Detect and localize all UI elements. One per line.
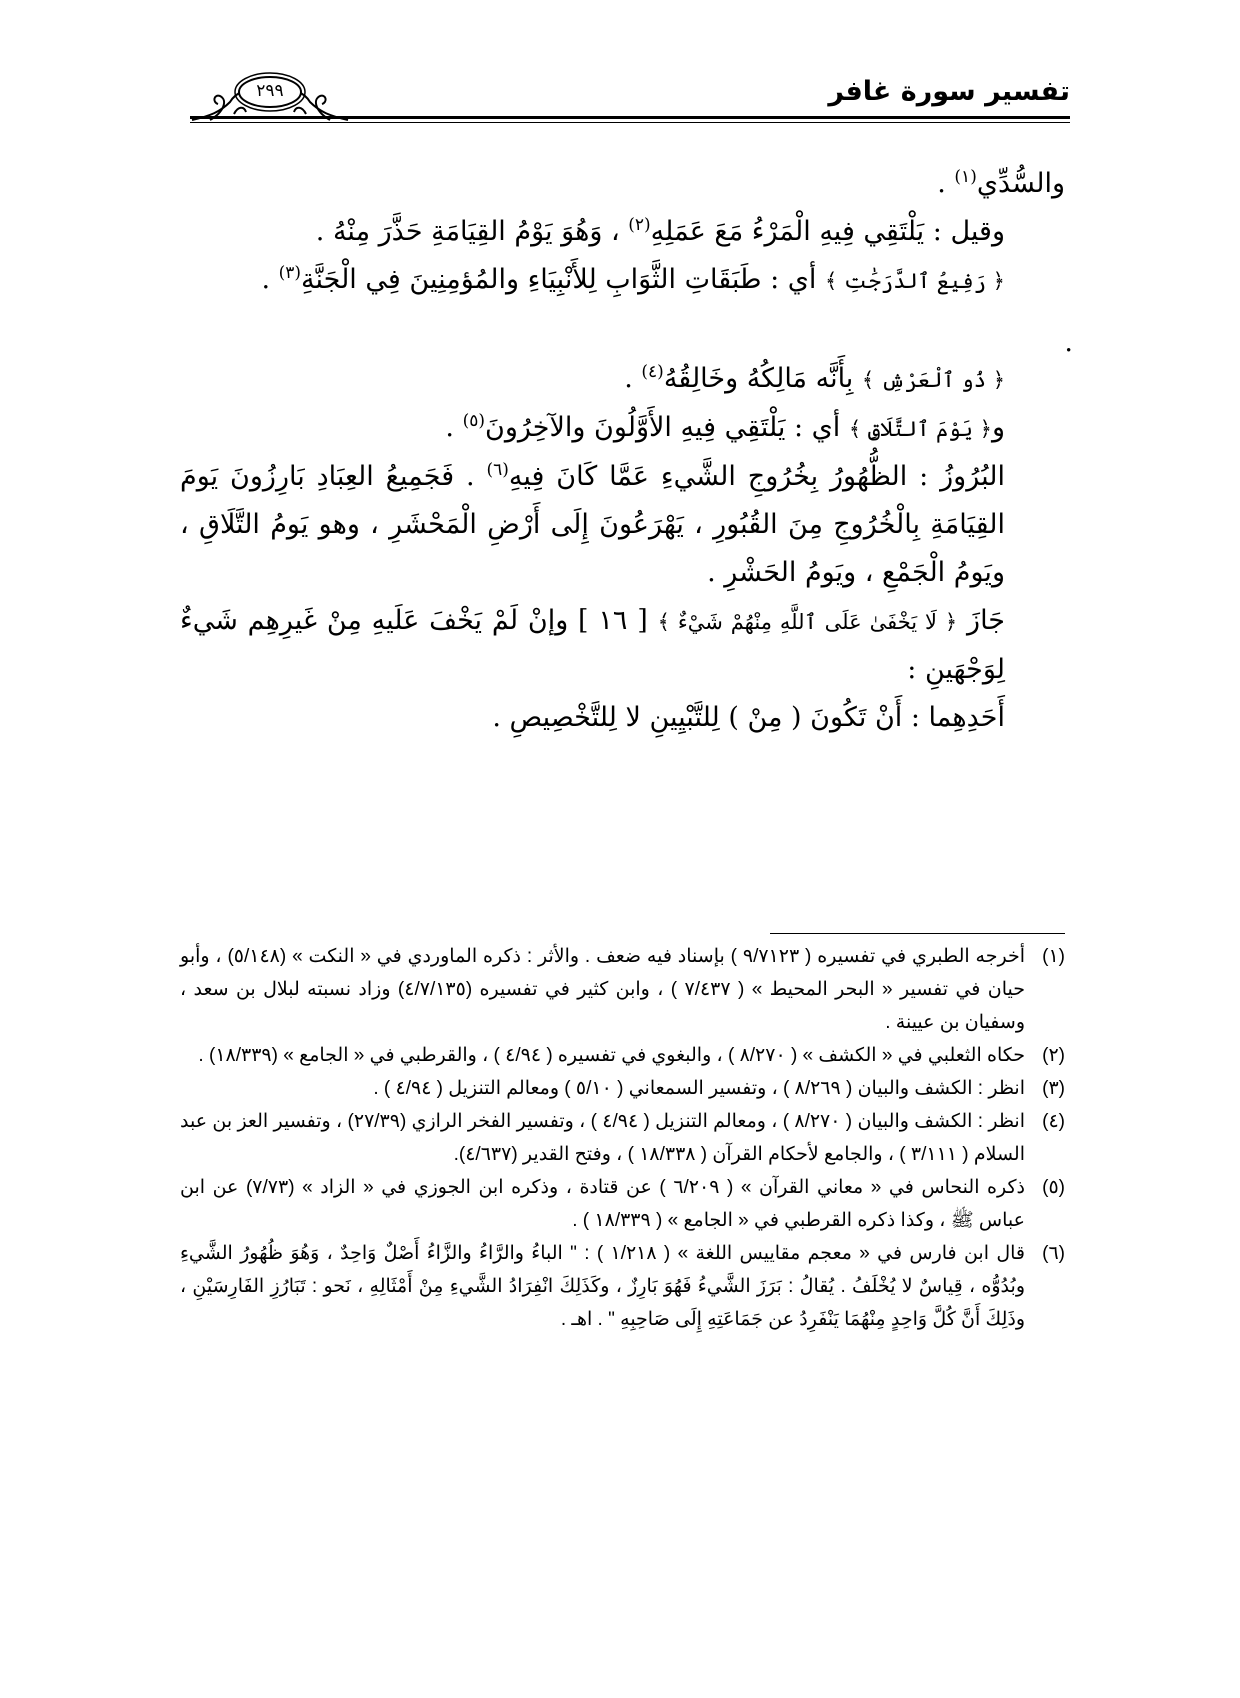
footnote-number: (١) xyxy=(1042,946,1065,967)
footnote-text: حكاه الثعلبي في « الكشف » ( ٨/٢٧٠ ) ، والبغوي في تفسيره ( ٤/٩٤ ) ، والقرطبي في « الجامع » (١٨/٣٣٩) . xyxy=(198,1045,1025,1066)
footnote-number: (٤) xyxy=(1042,1111,1065,1132)
text: . xyxy=(261,264,279,295)
footnote-item xyxy=(180,1072,1065,1105)
text: ، وَهُوَ يَوْمُ القِيَامَةِ حَذَّرَ مِنْهُ . xyxy=(315,216,629,247)
footnote-item xyxy=(180,1039,1065,1072)
footnote-ref: (١) xyxy=(954,167,977,187)
page-number: ٢٩٩ xyxy=(256,81,284,101)
text-line xyxy=(180,208,1065,256)
stray-dot: . xyxy=(1064,327,1073,358)
footnote-number: (٢) xyxy=(1042,1045,1065,1066)
text-line xyxy=(180,160,1065,208)
paragraph xyxy=(180,453,1065,597)
footnotes xyxy=(180,940,1065,1336)
text-line xyxy=(180,327,1073,358)
text: . xyxy=(624,363,642,394)
text-line xyxy=(180,694,1065,742)
header-rule-thin xyxy=(190,122,1070,123)
text: [ ١٦ ] وإنْ لَمْ يَخْفَ عَلَيهِ مِنْ غَيرِهِم شَيءٌ لِوَجْهَينِ : xyxy=(180,605,1005,685)
text: وقيل : يَلْتَقِي فِيهِ الْمَرْءُ مَعَ عَمَلِهِ xyxy=(650,216,1005,247)
footnote-text: أخرجه الطبري في تفسيره ( ٩/٧١٢٣ ) بإسناد فيه ضعف . والأثر : ذكره الماوردي في « النكت » (٥/١٤٨) ، وأبو حيان في تفسير « البحر المحيط » ( ٧/٤٣٧ ) ، وابن كثير في تفسيره (٤/٧/١٣٥) وزاد نسبته لبلال بن سعد ، وسفيان بن عيينة . xyxy=(180,946,1026,1033)
footnote-number: (٣) xyxy=(1042,1078,1065,1099)
footnote-text: ذكره النحاس في « معاني القرآن » ( ٦/٢٠٩ ) عن قتادة ، وذكره ابن الجوزي في « الزاد » (٧/٧٣) عن ابن عباس ﷺ ، وكذا ذكره القرطبي في « الجامع » ( ١٨/٣٣٩ ) . xyxy=(180,1177,1025,1231)
text-line xyxy=(180,256,1065,305)
footnote-ref: (٢) xyxy=(628,215,651,235)
footnote-item xyxy=(180,940,1065,1039)
text: و xyxy=(991,412,1005,443)
footnote-item xyxy=(180,1105,1065,1171)
text: البُرُوزُ : الظُّهُورُ بِخُرُوجِ الشَّيءِ عَمَّا كَانَ فِيهِ xyxy=(508,461,1005,492)
footnote-number: (٦) xyxy=(1042,1243,1065,1264)
footnote-ref: (٤) xyxy=(641,362,664,382)
quran-quote: ﴿ رَفِيعُ ٱلدَّرَجَٰتِ ﴾ xyxy=(825,269,1005,293)
footnote-separator xyxy=(770,933,1065,934)
text: والسُّدِّي xyxy=(976,168,1065,199)
paragraph xyxy=(180,597,1065,694)
text: أي : طَبَقَاتِ الثَّوَابِ لِلأَنْبِيَاءِ والمُؤمِنِينَ فِي الْجَنَّةِ xyxy=(301,264,825,295)
footnote-ref: (٦) xyxy=(486,460,509,480)
footnote-text: انظر : الكشف والبيان ( ٨/٢٦٩ ) ، وتفسير السمعاني ( ٥/١٠ ) ومعالم التنزيل ( ٤/٩٤ ) . xyxy=(373,1078,1025,1099)
text: أَحَدِهِما : أَنْ تَكُونَ ( مِنْ ) لِلتَّبْيِينِ لا لِلتَّخْصِيصِ . xyxy=(492,702,1005,733)
quran-quote: ﴿ ذُو ٱلْعَرْشِ ﴾ xyxy=(861,368,1005,392)
text: . فَجَمِيعُ العِبَادِ بَارِزُونَ يَومَ القِيَامَةِ بِالْخُرُوجِ مِنَ القُبُورِ ، يَهْرَعُونَ إِلَى أَرْضِ الْمَحْشَرِ ، وهو يَومُ التَّلَاقِ ، ويَومُ الْجَمْعِ ، ويَومُ الحَشْرِ . xyxy=(180,461,1005,588)
spacer xyxy=(180,305,1065,331)
main-text xyxy=(180,160,1073,742)
quran-quote: ﴿ يَوْمَ ٱلتَّلَاقِ ﴾ xyxy=(848,417,992,441)
footnote-text: انظر : الكشف والبيان ( ٨/٢٧٠ ) ، ومعالم التنزيل ( ٤/٩٤ ) ، وتفسير الفخر الرازي (٢٧/٣٩) ، وتفسير العز بن عبد السلام ( ٣/١١١ ) ، والجامع لأحكام القرآن ( ١٨/٣٣٨ ) ، وفتح القدير (٤/٦٣٧). xyxy=(180,1111,1025,1165)
text-line xyxy=(180,355,1065,404)
footnote-item xyxy=(180,1237,1065,1336)
footnote-ref: (٣) xyxy=(278,263,302,283)
text: . xyxy=(937,168,955,199)
header-title: تفسير سورة غافر xyxy=(828,76,1070,107)
footnote-ref: (٥) xyxy=(462,411,486,431)
text: بِأَنَّه مَالِكُهُ وخَالِقُهُ xyxy=(663,363,862,394)
footnote-number: (٥) xyxy=(1042,1177,1065,1198)
text: جَازَ xyxy=(957,605,1005,636)
text: . xyxy=(445,412,463,443)
text: أي : يَلْتَقِي فِيهِ الأَوَّلُونَ والآخِرُونَ xyxy=(485,412,849,443)
page-header xyxy=(190,56,1070,126)
quran-quote: ﴿ لَا يَخْفَىٰ عَلَى ٱللَّهِ مِنْهُمْ شَيْءٌ ﴾ xyxy=(657,610,958,634)
footnote-item xyxy=(180,1171,1065,1237)
footnote-text: قال ابن فارس في « معجم مقاييس اللغة » ( ١/٢١٨ ) : " الباءُ والرَّاءُ والزَّاءُ أَصْلٌ وَاحِدٌ ، وَهُوَ ظُهُورُ الشَّيءِ وبُدُوُّه ، قِياسٌ لا يُخْلَفُ . يُقالُ : بَرَزَ الشَّيءُ فَهُوَ بَارِزٌ ، وكَذَلِكَ انْفِرَادُ الشَّيءِ مِنْ أَمْثَالِهِ ، نَحو : تَبَارُزِ الفَارِسَيْنِ ، وذَلِكَ أَنَّ كُلَّ وَاحِدٍ مِنْهُمَا يَنْفَرِدُ عن جَمَاعَتِهِ إِلَى صَاحِبِهِ " . اهـ . xyxy=(180,1243,1025,1330)
text-line xyxy=(180,404,1065,453)
